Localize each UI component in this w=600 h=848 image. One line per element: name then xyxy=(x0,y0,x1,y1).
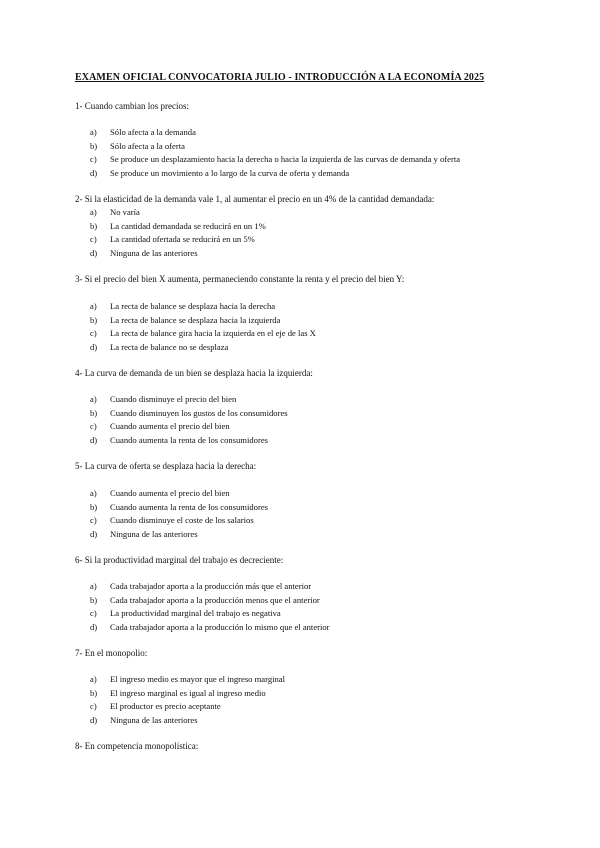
question-7-options xyxy=(90,673,285,727)
option-a: a) Sólo afecta a la demanda xyxy=(90,127,196,137)
option-b: b) Cuando aumenta la renta de los consumidores xyxy=(90,501,268,512)
option-b: b) La recta de balance se desplaza hacia la izquierda xyxy=(90,314,281,325)
option-c: c) Cuando disminuye el coste de los salarios xyxy=(90,515,254,526)
question-7: 7- En el monopolio: xyxy=(75,648,148,658)
option-c: c) La cantidad ofertada se reducirá en un 5% xyxy=(90,234,255,245)
question-4-options xyxy=(90,393,288,447)
question-4: 4- La curva de demanda de un bien se desplaza hacia la izquierda: xyxy=(75,368,313,378)
question-1-options xyxy=(90,126,460,180)
option-c: c) La recta de balance gira hacia la izquierda en el eje de las X xyxy=(90,328,316,339)
question-6-options xyxy=(90,580,330,634)
option-c: c) El productor es precio aceptante xyxy=(90,701,221,712)
question-2-options xyxy=(90,206,266,260)
question-5-options xyxy=(90,487,268,541)
option-a: a) Cada trabajador aporta a la producción más que el anterior xyxy=(90,581,312,591)
option-d: d) Cuando aumenta la renta de los consumidores xyxy=(90,434,268,445)
question-3-options xyxy=(90,300,316,354)
option-d: d) La recta de balance no se desplaza xyxy=(90,341,229,352)
option-d: d) Cada trabajador aporta a la producción lo mismo que el anterior xyxy=(90,621,330,632)
question-8: 8- En competencia monopolística: xyxy=(75,741,199,751)
option-b: b) Sólo afecta a la oferta xyxy=(90,140,185,151)
option-d: d) Ninguna de las anteriores xyxy=(90,714,198,725)
option-b: b) Cada trabajador aporta a la producción menos que el anterior xyxy=(90,594,320,605)
option-c: c) Cuando aumenta el precio del bien xyxy=(90,421,230,432)
question-5: 5- La curva de oferta se desplaza hacia la derecha: xyxy=(75,461,257,471)
question-2: 2- Si la elasticidad de la demanda vale 1, al aumentar el precio en un 4% de la cantidad demandada: xyxy=(75,194,435,204)
option-a: a) No varía xyxy=(90,207,140,217)
option-d: d) Se produce un movimiento a lo largo de la curva de oferta y demanda xyxy=(90,167,350,178)
exam-title: EXAMEN OFICIAL CONVOCATORIA JULIO - INTRODUCCIÓN A LA ECONOMÍA 2025 xyxy=(75,72,485,83)
question-3: 3- Si el precio del bien X aumenta, permaneciendo constante la renta y el precio del bien Y: xyxy=(75,274,405,284)
option-c: c) Se produce un desplazamiento hacia la derecha o hacia la izquierda de las curvas de demanda y oferta xyxy=(90,154,461,165)
option-a: a) Cuando disminuye el precio del bien xyxy=(90,394,237,404)
option-a: a) La recta de balance se desplaza hacia la derecha xyxy=(90,301,276,311)
option-d: d) Ninguna de las anteriores xyxy=(90,247,198,258)
question-6: 6- Si la productividad marginal del trabajo es decreciente: xyxy=(75,555,284,565)
option-c: c) La productividad marginal del trabajo es negativa xyxy=(90,608,281,619)
option-b: b) El ingreso marginal es igual al ingreso medio xyxy=(90,687,266,698)
option-a: a) Cuando aumenta el precio del bien xyxy=(90,488,230,498)
option-b: b) Cuando disminuyen los gustos de los consumidores xyxy=(90,407,288,418)
option-a: a) El ingreso medio es mayor que el ingreso marginal xyxy=(90,674,286,684)
option-d: d) Ninguna de las anteriores xyxy=(90,528,198,539)
question-1: 1- Cuando cambian los precios: xyxy=(75,101,189,111)
option-b: b) La cantidad demandada se reducirá en un 1% xyxy=(90,220,266,231)
